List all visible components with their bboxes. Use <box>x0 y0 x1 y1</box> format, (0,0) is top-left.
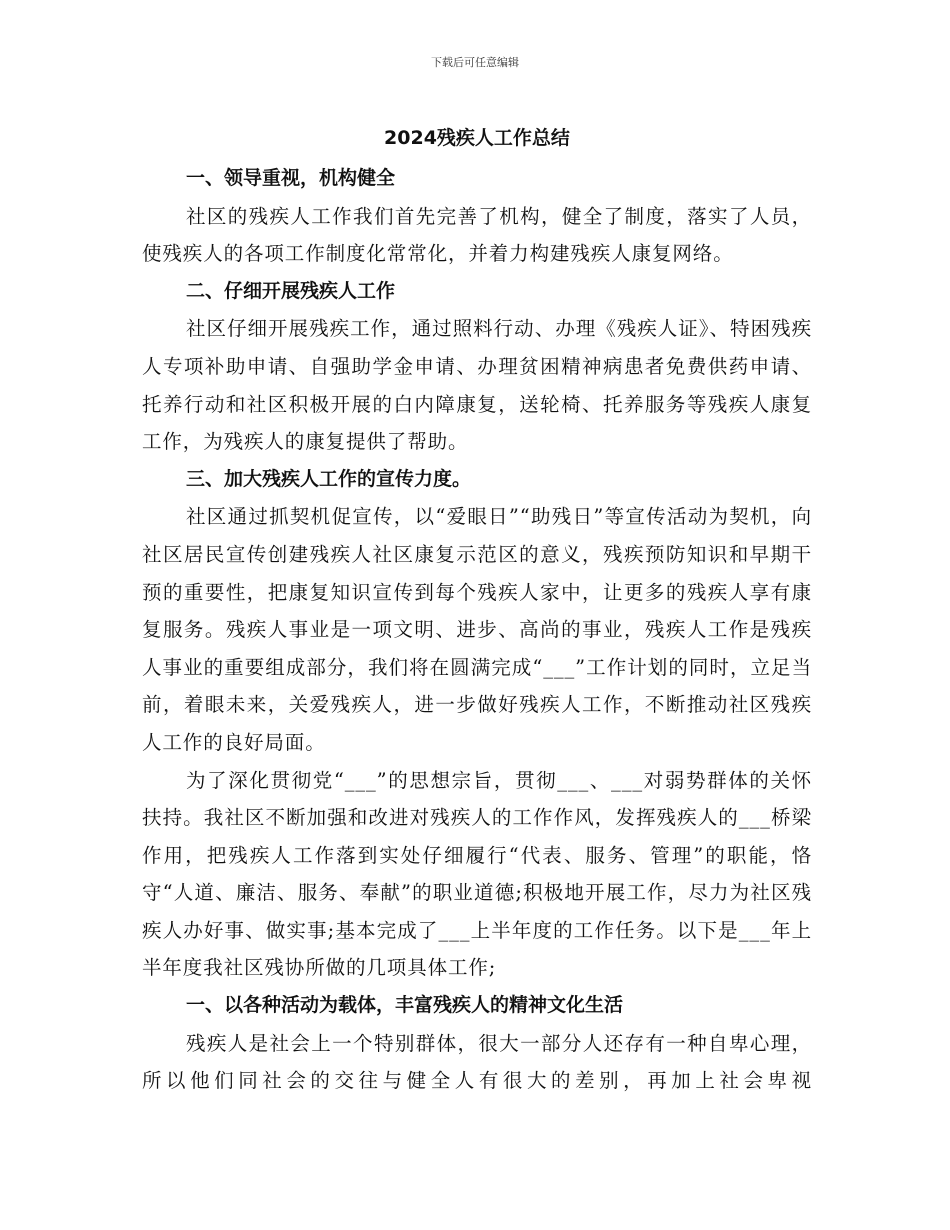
document-page <box>142 116 812 1100</box>
paragraph-3: 社区通过抓契机促宣传，以“爱眼日”“助残日”等宣传活动为契机，向社区居民宣传创建残疾人社区康复示范区的意义，残疾预防知识和早期干预的重要性，把康复知识宣传到每个残疾人家中，让更多的残疾人享有康复服务。残疾人事业是一项文明、进步、高尚的事业，残疾人工作是残疾人事业的重要组成部分，我们将在圆满完成“___”工作计划的同时，立足当前，着眼未来，关爱残疾人，进一步做好残疾人工作，不断推动社区残疾人工作的良好局面。 <box>142 505 812 754</box>
document-title: 2024残疾人工作总结 <box>384 127 570 149</box>
section-heading-2: 二、仔细开展残疾人工作 <box>186 279 396 302</box>
paragraph-4: 为了深化贯彻党“___”的思想宗旨，贯彻___、___对弱势群体的关怀扶持。我社区不断加强和改进对残疾人的工作作风，发挥残疾人的___桥梁作用，把残疾人工作落到实处仔细履行“代表、服务、管理”的职能，恪守“人道、廉洁、服务、奉献”的职业道德;积极地开展工作，尽力为社区残疾人办好事、做实事;基本完成了___上半年度的工作任务。以下是___年上半年度我社区残协所做的几项具体工作; <box>142 768 812 980</box>
section-heading-4: 一、以各种活动为载体，丰富残疾人的精神文化生活 <box>186 994 624 1017</box>
section-heading-3: 三、加大残疾人工作的宣传力度。 <box>186 467 472 490</box>
paragraph-5: 残疾人是社会上一个特别群体，很大一部分人还存有一种自卑心理，所以他们同社会的交往与健全人有很大的差别，再加上社会卑视 <box>142 1031 812 1093</box>
paragraph-1: 社区的残疾人工作我们首先完善了机构，健全了制度，落实了人员，使残疾人的各项工作制度化常常化，并着力构建残疾人康复网络。 <box>142 204 812 266</box>
section-heading-1: 一、领导重视，机构健全 <box>186 167 396 189</box>
page-header-note: 下载后可任意编辑 <box>431 56 519 69</box>
paragraph-2: 社区仔细开展残疾工作，通过照料行动、办理《残疾人证》、特困残疾人专项补助申请、自强助学金申请、办理贫困精神病患者免费供药申请、托养行动和社区积极开展的白内障康复，送轮椅、托养服务等残疾人康复工作，为残疾人的康复提供了帮助。 <box>142 317 812 454</box>
